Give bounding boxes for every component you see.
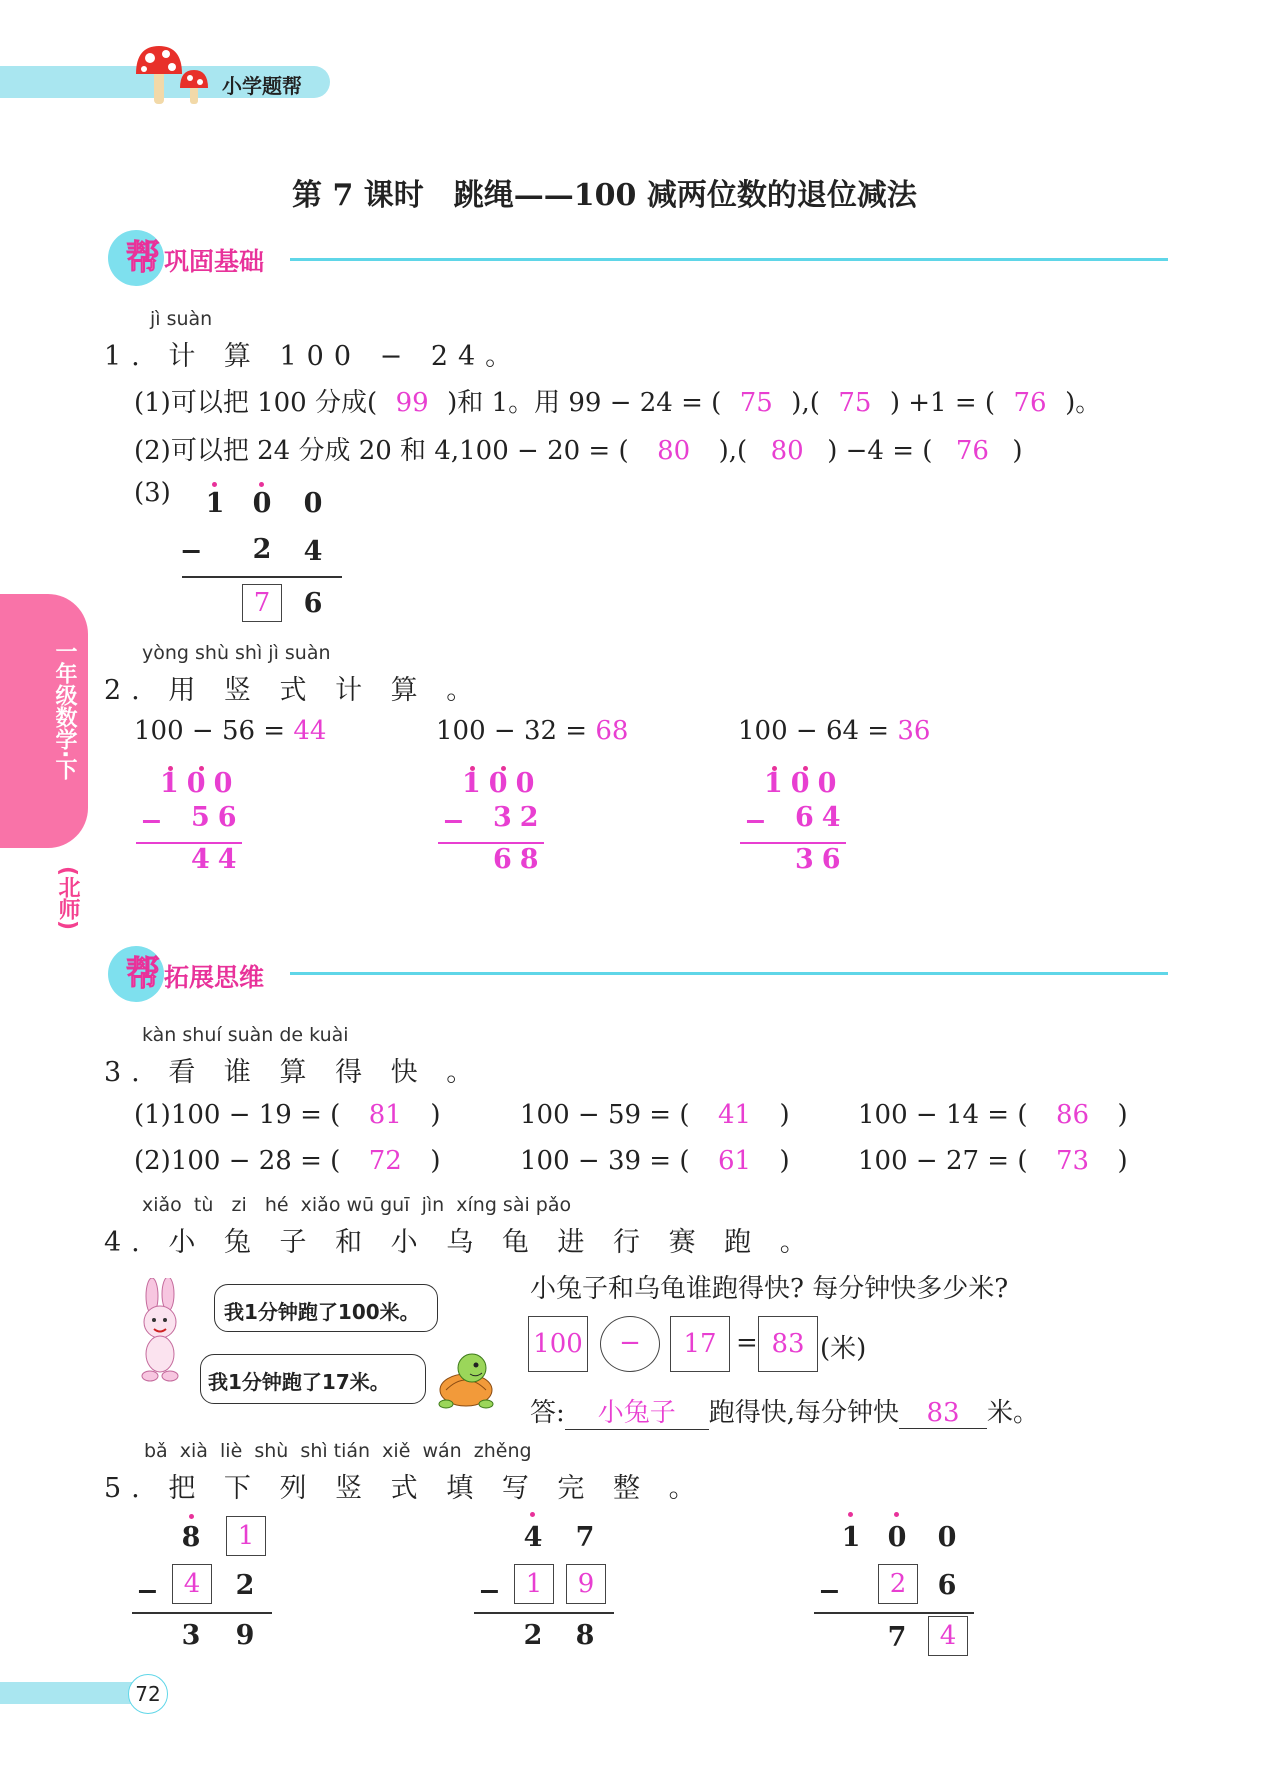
q3-item [520, 1100, 790, 1130]
q3-item [858, 1100, 1128, 1130]
answer: 41 [717, 1100, 752, 1130]
q1-p1-text: ),( [791, 388, 820, 418]
q1-title: 1. 计 算 100 − 24。 [104, 341, 523, 372]
digit: 7 [887, 1622, 907, 1653]
q2-eq-2 [436, 716, 628, 746]
q1-p2-text: ) −4 = ( [827, 436, 933, 466]
digit: 3 [181, 1620, 201, 1651]
eq-text: (1)100 − 19 = ( [134, 1100, 341, 1130]
answer: 80 [770, 436, 804, 466]
section-basic [108, 228, 1168, 288]
rabbit-speech: 我1分钟跑了100米。 [224, 1300, 420, 1324]
digit: 6 [937, 1570, 957, 1601]
vertical-result: 44 [191, 844, 245, 875]
borrow-dot [189, 1514, 194, 1519]
answer-box[interactable]: 7 [242, 584, 282, 622]
q2-title: 2. 用 竖 式 计 算 。 [104, 675, 484, 706]
vertical-bottom: 32 [493, 802, 547, 833]
eq-text: ) [779, 1100, 790, 1130]
equals-sign: = [736, 1328, 758, 1358]
vertical-top: 100 [462, 768, 543, 799]
q1-p1-text: )。 [1065, 388, 1102, 418]
operand-box[interactable]: 100 [528, 1316, 588, 1372]
digit: 4 [523, 1522, 543, 1553]
side-tab-grade: 一年级数学·下 [52, 640, 77, 781]
digit: 0 [303, 488, 323, 519]
digit: 4 [303, 536, 323, 567]
eq-text: ) [430, 1146, 441, 1176]
borrow-dot [259, 482, 264, 487]
eq-text: ) [430, 1100, 441, 1130]
q1-part3-label: (3) [134, 478, 171, 508]
q5-title: 5. 把 下 列 竖 式 填 写 完 整 。 [104, 1473, 706, 1504]
q4-question: 小兔子和乌龟谁跑得快? 每分钟快多少米? [530, 1274, 1009, 1304]
rabbit-icon [132, 1278, 192, 1384]
answer-box[interactable]: 2 [878, 1564, 918, 1604]
digit: 0 [252, 488, 272, 519]
answer: 72 [368, 1146, 402, 1176]
q1-p2-text: ) [1012, 436, 1023, 466]
unit-label: (米) [820, 1334, 867, 1364]
answer: 44 [293, 716, 327, 746]
answer-box[interactable]: 4 [172, 1564, 212, 1604]
page-number: 72 [128, 1674, 168, 1714]
q3-item [520, 1146, 790, 1176]
brand-label: 小学题帮 [222, 74, 302, 98]
answer: 99 [395, 388, 429, 418]
q4-title: 4. 小 兔 子 和 小 乌 龟 进 行 赛 跑 。 [104, 1227, 817, 1258]
q1-part1 [134, 382, 1101, 419]
vertical-result: 68 [493, 844, 547, 875]
q4-answer [530, 1392, 1039, 1430]
q5-pinyin: bǎ xià liè shù shì tián xiě wán zhěng [144, 1440, 532, 1462]
eq-text: 100 − 14 = ( [858, 1100, 1028, 1130]
eq-text: ) [1117, 1146, 1128, 1176]
eq-text: ) [779, 1146, 790, 1176]
minus-sign: − [744, 806, 767, 837]
q1-part2 [134, 430, 1023, 467]
q2-eq-1 [134, 716, 326, 746]
answer-box[interactable]: 9 [566, 1564, 606, 1604]
section-divider [290, 972, 1168, 975]
answer: 76 [955, 436, 989, 466]
borrow-dot [530, 1512, 535, 1517]
digit: 2 [523, 1620, 543, 1651]
section-badge: 帮 [126, 954, 160, 994]
vertical-bottom: 64 [795, 802, 849, 833]
q1-p1-text: (1)可以把 100 分成( [134, 388, 378, 418]
vertical-bottom: 56 [191, 802, 245, 833]
answer-text: 跑得快,每分钟快 [708, 1398, 900, 1428]
page-title: 第 7 课时 跳绳——100 减两位数的退位减法 [292, 178, 917, 213]
answer: 68 [595, 716, 629, 746]
q1-pinyin: jì suàn [150, 308, 213, 330]
eq-text: ) [1117, 1100, 1128, 1130]
answer-box[interactable]: 1 [226, 1516, 266, 1556]
vertical-line [182, 576, 342, 578]
eq-text: 100 − 39 = ( [520, 1146, 690, 1176]
digit: 8 [575, 1620, 595, 1651]
section-title: 巩固基础 [164, 247, 265, 276]
vertical-top: 100 [764, 768, 845, 799]
answer: 小兔子 [565, 1392, 709, 1430]
digit: 1 [841, 1522, 861, 1553]
q1-p1-text: ) +1 = ( [889, 388, 996, 418]
operator-circle[interactable]: − [600, 1316, 660, 1372]
turtle-speech: 我1分钟跑了17米。 [208, 1370, 390, 1394]
answer: 86 [1055, 1100, 1090, 1130]
q3-pinyin: kàn shuí suàn de kuài [142, 1024, 349, 1046]
q4-pinyin: xiǎo tù zi hé xiǎo wū guī jìn xíng sài pǎo [142, 1194, 572, 1216]
borrow-dot [848, 1512, 853, 1517]
answer: 80 [657, 436, 691, 466]
q1-p1-text: )和 1。用 99 − 24 = ( [447, 388, 722, 418]
answer-suffix: 米。 [987, 1398, 1040, 1428]
minus-sign: − [478, 1576, 501, 1607]
answer-prefix: 答: [530, 1398, 565, 1428]
answer: 36 [897, 716, 931, 746]
answer-box[interactable]: 1 [514, 1564, 554, 1604]
section-extend [108, 944, 1168, 1004]
q3-item [134, 1100, 440, 1130]
digit: 7 [575, 1522, 595, 1553]
q1-p2-text: (2)可以把 24 分成 20 和 4,100 − 20 = ( [134, 436, 629, 466]
q3-item [134, 1146, 440, 1176]
vertical-line [132, 1612, 272, 1614]
digit: 2 [235, 1570, 255, 1601]
answer: 75 [739, 388, 773, 418]
answer: 73 [1055, 1146, 1090, 1176]
vertical-top: 100 [160, 768, 241, 799]
digit: 9 [235, 1620, 255, 1651]
answer: 81 [368, 1100, 402, 1130]
digit: 8 [181, 1522, 201, 1553]
vertical-result: 36 [795, 844, 849, 875]
minus-sign: − [442, 806, 465, 837]
minus-sign: − [140, 806, 163, 837]
q3-item [858, 1146, 1128, 1176]
turtle-icon [432, 1350, 504, 1412]
eq-text: 100 − 64 = [738, 716, 898, 746]
eq-text: (2)100 − 28 = ( [134, 1146, 341, 1176]
answer: 83 [899, 1398, 987, 1429]
answer: 75 [838, 388, 872, 418]
minus-sign: − [136, 1576, 159, 1607]
section-badge: 帮 [126, 238, 160, 278]
borrow-dot [894, 1512, 899, 1517]
eq-text: 100 − 59 = ( [520, 1100, 690, 1130]
operand-box[interactable]: 17 [670, 1316, 730, 1372]
section-title: 拓展思维 [164, 963, 265, 992]
answer: 61 [717, 1146, 752, 1176]
q1-p2-text: ),( [718, 436, 748, 466]
mushroom-icon [128, 40, 218, 110]
answer-box[interactable]: 4 [928, 1616, 968, 1656]
q2-eq-3 [738, 716, 930, 746]
digit: 2 [252, 534, 272, 565]
q3-title: 3. 看 谁 算 得 快 。 [104, 1057, 484, 1088]
eq-text: 100 − 32 = [436, 716, 596, 746]
eq-text: 100 − 56 = [134, 716, 294, 746]
digit: 0 [887, 1522, 907, 1553]
section-divider [290, 258, 1168, 261]
result-box[interactable]: 83 [758, 1316, 818, 1372]
eq-text: 100 − 27 = ( [858, 1146, 1028, 1176]
minus-sign: − [179, 536, 203, 567]
vertical-line [474, 1612, 614, 1614]
vertical-line [814, 1612, 974, 1614]
minus-sign: − [818, 1576, 841, 1607]
digit: 1 [205, 488, 225, 519]
side-tab-edition: (北师) [55, 866, 80, 931]
q2-pinyin: yòng shù shì jì suàn [142, 642, 331, 664]
digit: 6 [303, 588, 323, 619]
borrow-dot [212, 482, 217, 487]
digit: 0 [937, 1522, 957, 1553]
answer: 76 [1013, 388, 1047, 418]
